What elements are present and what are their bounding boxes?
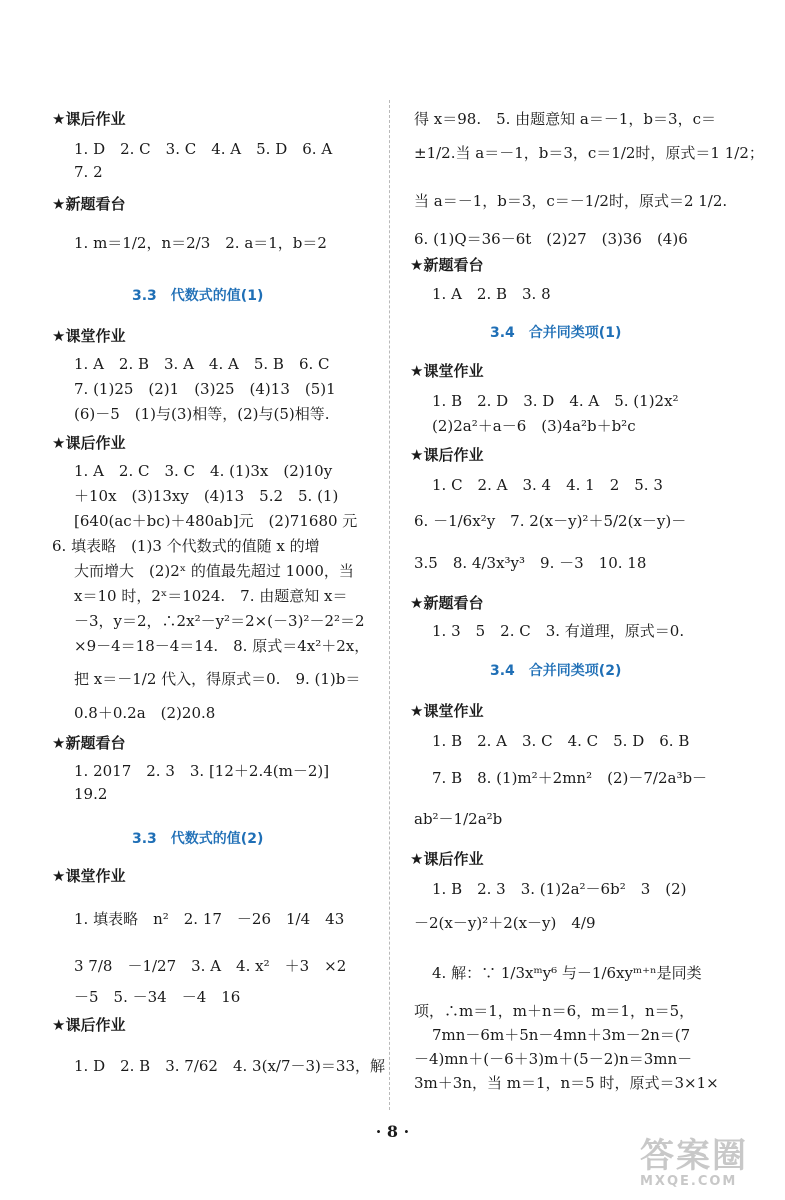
- answer-line: 1. D 2. C 3. C 4. A 5. D 6. A: [74, 140, 333, 158]
- answer-line: 1. 2017 2. 3 3. [12＋2.4(m－2)]: [74, 762, 330, 780]
- answer-line: 19.2: [74, 785, 108, 803]
- answer-line: 当 a＝－1，b＝3，c＝－1/2时，原式＝2 1/2.: [414, 192, 728, 210]
- answer-line: 1. B 2. D 3. D 4. A 5. (1)2x²: [432, 392, 679, 410]
- section-heading: ★课后作业: [52, 1016, 126, 1034]
- answer-line: 4. 解：∵ 1/3xᵐy⁶ 与－1/6xyᵐ⁺ⁿ是同类: [432, 964, 702, 982]
- answer-line: 大而增大 (2)2ˣ 的值最先超过 1000，当: [74, 562, 354, 580]
- answer-line: [640(ac＋bc)＋480ab]元 (2)71680 元: [74, 512, 358, 530]
- answer-line: 得 x＝98. 5. 由题意知 a＝－1，b＝3，c＝: [414, 110, 716, 128]
- answer-line: 7mn－6m＋5n－4mn＋3m－2n＝(7: [432, 1026, 691, 1044]
- answer-line: 7. 2: [74, 163, 103, 181]
- answer-line: 3m＋3n，当 m＝1，n＝5 时，原式＝3×1×: [414, 1074, 719, 1092]
- answer-line: ×9－4＝18－4＝14. 8. 原式＝4x²＋2x，: [74, 637, 370, 655]
- section-heading: ★课堂作业: [52, 867, 126, 885]
- answer-line: 7. (1)25 (2)1 (3)25 (4)13 (5)1: [74, 380, 336, 398]
- column-divider: [389, 100, 390, 1110]
- chapter-title: 3.4 合并同类项(2): [490, 663, 622, 679]
- answer-line: 6. －1/6x²y 7. 2(x－y)²＋5/2(x－y)－: [414, 512, 687, 530]
- answer-line: ±1/2.当 a＝－1，b＝3，c＝1/2时，原式＝1 1/2；: [414, 144, 764, 162]
- answer-line: 1. 填表略 n² 2. 17 －26 1/4 43: [74, 910, 345, 928]
- section-heading: ★新题看台: [410, 256, 484, 274]
- chapter-title: 3.3 代数式的值(1): [132, 288, 264, 304]
- watermark-url: MXQE.COM: [640, 1174, 738, 1189]
- answer-line: ＋10x (3)13xy (4)13 5.2 5. (1): [74, 487, 339, 505]
- answer-line: 7. B 8. (1)m²＋2mn² (2)－7/2a³b－: [432, 769, 708, 787]
- section-heading: ★新题看台: [52, 195, 126, 213]
- section-heading: ★课后作业: [52, 110, 126, 128]
- answer-line: 项，∴m＝1，m＋n＝6，m＝1，n＝5，: [414, 1002, 695, 1020]
- section-heading: ★课堂作业: [410, 702, 484, 720]
- answer-line: 1. A 2. C 3. C 4. (1)3x (2)10y: [74, 462, 333, 480]
- answer-line: －2(x－y)²＋2(x－y) 4/9: [414, 914, 596, 932]
- answer-line: x＝10 时，2ˣ＝1024. 7. 由题意知 x＝: [74, 587, 348, 605]
- section-heading: ★新题看台: [52, 734, 126, 752]
- answer-line: 0.8＋0.2a (2)20.8: [74, 704, 216, 722]
- answer-line: 6. (1)Q＝36－6t (2)27 (3)36 (4)6: [414, 230, 688, 248]
- answer-line: ab²－1/2a²b: [414, 810, 503, 828]
- answer-line: 3.5 8. 4/3x³y³ 9. －3 10. 18: [414, 554, 647, 572]
- watermark-logo: [640, 1138, 770, 1193]
- answer-line: 1. A 2. B 3. 8: [432, 285, 551, 303]
- answer-line: 把 x＝－1/2 代入，得原式＝0. 9. (1)b＝: [74, 670, 361, 688]
- answer-line: (6)－5 (1)与(3)相等，(2)与(5)相等.: [74, 405, 330, 423]
- section-heading: ★课后作业: [410, 850, 484, 868]
- answer-line: 1. B 2. A 3. C 4. C 5. D 6. B: [432, 732, 690, 750]
- answer-line: 1. m＝1/2，n＝2/3 2. a＝1，b＝2: [74, 234, 327, 252]
- answer-line: －3，y＝2，∴2x²－y²＝2×(－3)²－2²＝2: [74, 612, 365, 630]
- answer-line: －5 5. －34 －4 16: [74, 988, 241, 1006]
- page-number: · 8 ·: [375, 1122, 410, 1141]
- section-heading: ★新题看台: [410, 594, 484, 612]
- answer-line: 6. 填表略 (1)3 个代数式的值随 x 的增: [52, 537, 320, 555]
- answer-line: －4)mn＋(－6＋3)m＋(5－2)n＝3mn－: [414, 1050, 693, 1068]
- section-heading: ★课堂作业: [410, 362, 484, 380]
- section-heading: ★课后作业: [52, 434, 126, 452]
- section-heading: ★课后作业: [410, 446, 484, 464]
- chapter-title: 3.3 代数式的值(2): [132, 831, 264, 847]
- answer-line: 1. A 2. B 3. A 4. A 5. B 6. C: [74, 355, 330, 373]
- chapter-title: 3.4 合并同类项(1): [490, 325, 622, 341]
- answer-line: 1. 3 5 2. C 3. 有道理，原式＝0.: [432, 622, 685, 640]
- answer-line: 1. B 2. 3 3. (1)2a²－6b² 3 (2): [432, 880, 687, 898]
- answer-line: 1. D 2. B 3. 7/62 4. 3(x/7－3)＝33，解: [74, 1057, 385, 1075]
- answer-line: (2)2a²＋a－6 (3)4a²b＋b²c: [432, 417, 636, 435]
- answer-line: 3 7/8 －1/27 3. A 4. x² ＋3 ×2: [74, 957, 347, 975]
- answer-line: 1. C 2. A 3. 4 4. 1 2 5. 3: [432, 476, 663, 494]
- section-heading: ★课堂作业: [52, 327, 126, 345]
- watermark-text: 答案圈: [640, 1136, 748, 1176]
